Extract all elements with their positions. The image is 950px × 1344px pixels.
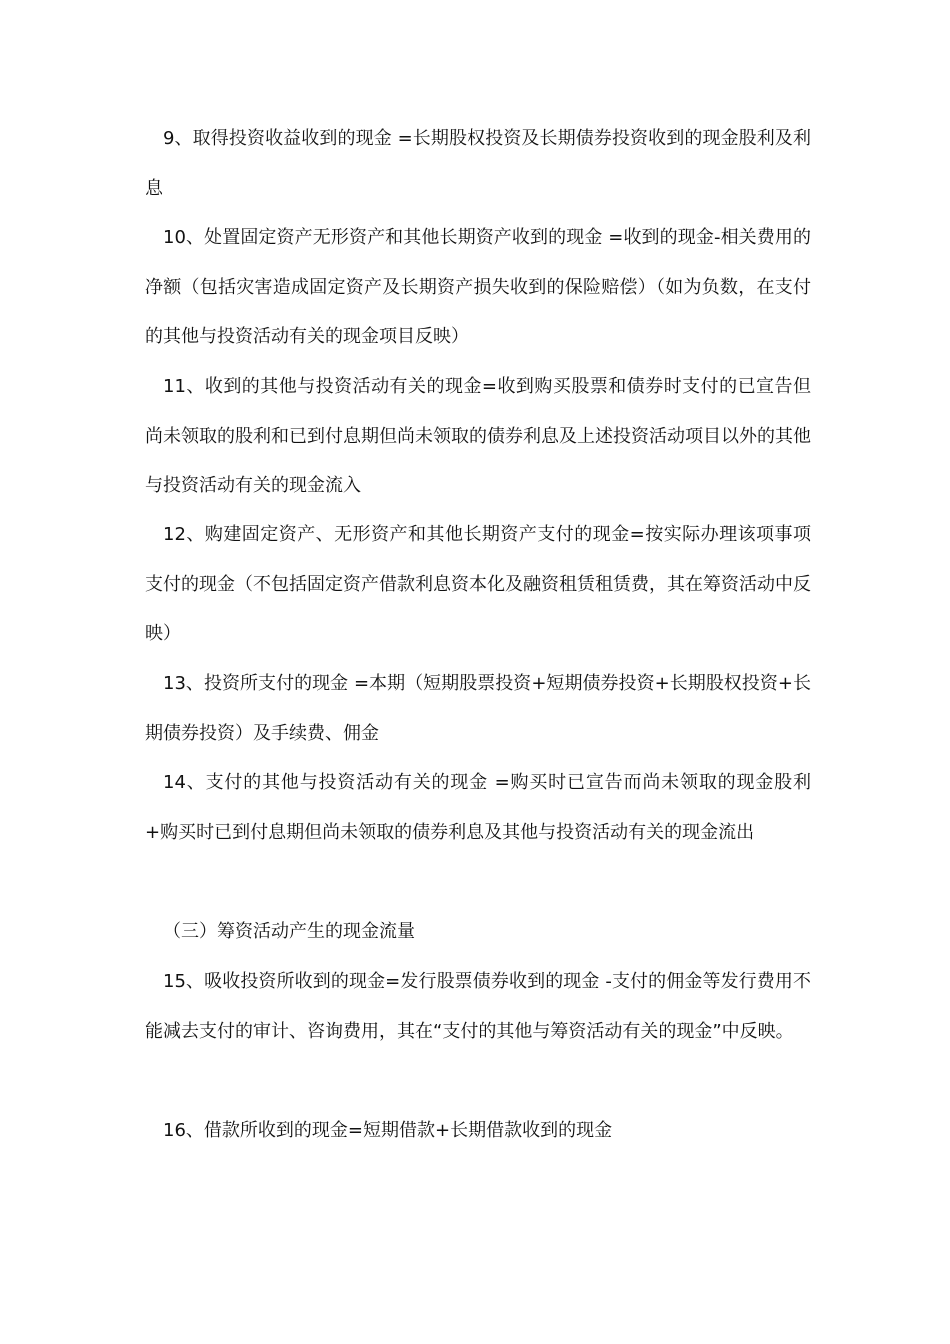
paragraph-9: 9、取得投资收益收到的现金 =长期股权投资及长期债券投资收到的现金股利及利息 [145,128,811,199]
paragraph-15: 15、吸收投资所收到的现金=发行股票债券收到的现金 -支付的佣金等发行费用不能减去支付的审计、咨询费用，其在“支付的其他与筹资活动有关的现金”中反映。 [145,971,811,1042]
paragraph-10: 10、处置固定资产无形资产和其他长期资产收到的现金 =收到的现金-相关费用的净额（包括灾害造成固定资产及长期资产损失收到的保险赔偿）（如为负数，在支付的其他与投资活动有关的现金项目反映） [145,227,811,347]
paragraph-12: 12、购建固定资产、无形资产和其他长期资产支付的现金=按实际办理该项事项支付的现金（不包括固定资产借款利息资本化及融资租赁租赁费，其在筹资活动中反映） [145,524,811,644]
paragraph-14: 14、支付的其他与投资活动有关的现金 =购买时已宣告而尚未领取的现金股利 +购买时已到付息期但尚未领取的债券利息及其他与投资活动有关的现金流出 [145,772,811,843]
paragraph-16: 16、借款所收到的现金=短期借款+长期借款收到的现金 [163,1120,613,1141]
paragraph-13: 13、投资所支付的现金 =本期（短期股票投资+短期债券投资+长期股权投资+长期债券投资）及手续费、佣金 [145,673,811,744]
section-heading: （三）筹资活动产生的现金流量 [163,921,415,942]
paragraph-11: 11、收到的其他与投资活动有关的现金=收到购买股票和债券时支付的已宣告但尚未领取的股利和已到付息期但尚未领取的债券利息及上述投资活动项目以外的其他与投资活动有关的现金流入 [145,376,811,496]
